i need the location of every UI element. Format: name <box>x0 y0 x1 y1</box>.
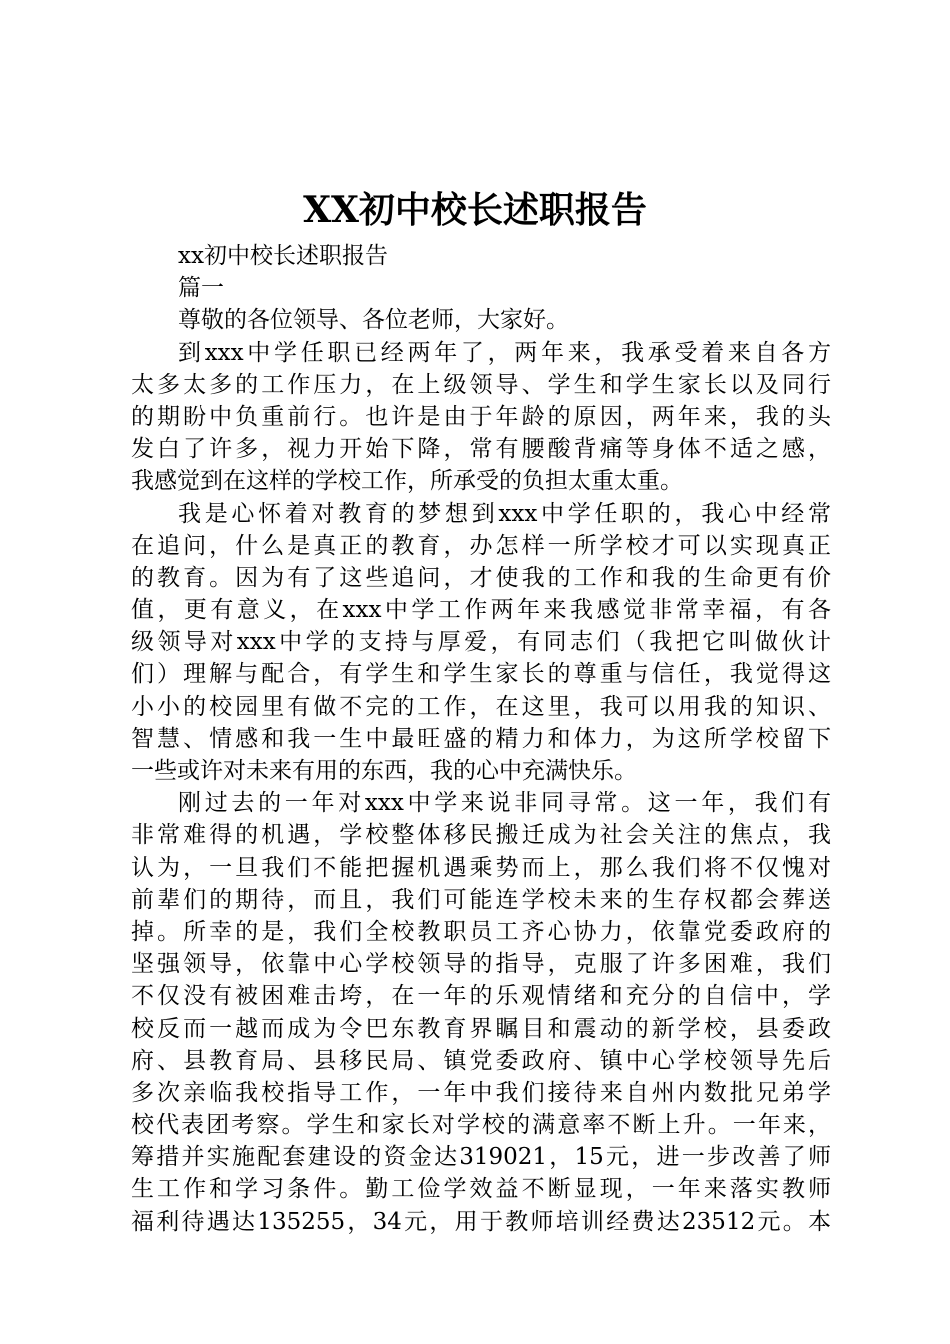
text-line: 篇一 <box>178 275 224 302</box>
text-line: 校代表团考察。学生和家长对学校的满意率不断上升。一年来， <box>131 1112 831 1139</box>
text-line: 不仅没有被困难击垮，在一年的乐观情绪和充分的自信中，学 <box>131 983 831 1010</box>
text-line: 小小的校园里有做不完的工作，在这里，我可以用我的知识、 <box>131 693 831 720</box>
text-line: 府、县教育局、县移民局、镇党委政府、镇中心学校领导先后 <box>131 1047 831 1074</box>
text-line: 我是心怀着对教育的梦想到xxx中学任职的，我心中经常 <box>178 500 831 527</box>
text-line: 认为，一旦我们不能把握机遇乘势而上，那么我们将不仅愧对 <box>131 854 831 881</box>
text-line: 值，更有意义，在xxx中学工作两年来我感觉非常幸福，有各 <box>131 597 831 624</box>
text-line: 掉。所幸的是，我们全校教职员工齐心协力，依靠党委政府的 <box>131 918 831 945</box>
text-line: 智慧、情感和我一生中最旺盛的精力和体力，为这所学校留下 <box>131 725 831 752</box>
text-line: 一些或许对未来有用的东西，我的心中充满快乐。 <box>131 758 637 784</box>
text-line: 刚过去的一年对xxx中学来说非同寻常。这一年，我们有 <box>178 790 831 817</box>
text-line: 在追问，什么是真正的教育，办怎样一所学校才可以实现真正 <box>131 532 831 559</box>
text-line: 尊敬的各位领导、各位老师，大家好。 <box>178 307 569 334</box>
text-line: 坚强领导，依靠中心学校领导的指导，克服了许多困难，我们 <box>131 951 831 978</box>
text-line: 级领导对xxx中学的支持与厚爱，有同志们（我把它叫做伙计 <box>131 629 831 656</box>
text-line: 的期盼中负重前行。也许是由于年龄的原因，两年来，我的头 <box>131 403 831 430</box>
text-line: 多次亲临我校指导工作，一年中我们接待来自州内数批兄弟学 <box>131 1079 831 1106</box>
text-line: 发白了许多，视力开始下降，常有腰酸背痛等身体不适之感， <box>131 436 831 463</box>
text-line: 的教育。因为有了这些追问，才使我的工作和我的生命更有价 <box>131 564 831 591</box>
text-line: 前辈们的期待，而且，我们可能连学校未来的生存权都会葬送 <box>131 886 831 913</box>
text-line: 生工作和学习条件。勤工俭学效益不断显现，一年来落实教师 <box>131 1176 831 1203</box>
text-line: 到xxx中学任职已经两年了，两年来，我承受着来自各方 <box>178 339 831 366</box>
document-body <box>131 240 831 1238</box>
text-line: 筹措并实施配套建设的资金达319021，15元，进一步改善了师 <box>131 1144 831 1171</box>
text-line: xx初中校长述职报告 <box>178 243 388 269</box>
text-line: 我感觉到在这样的学校工作，所承受的负担太重太重。 <box>131 468 683 495</box>
text-line: 们）理解与配合，有学生和学生家长的尊重与信任，我觉得这 <box>131 661 831 688</box>
text-line: 福利待遇达135255，34元，用于教师培训经费达23512元。本 <box>131 1208 831 1235</box>
text-line: 太多太多的工作压力，在上级领导、学生和学生家长以及同行 <box>131 371 831 398</box>
text-line: 非常难得的机遇，学校整体移民搬迁成为社会关注的焦点，我 <box>131 822 831 849</box>
text-line: 校反而一越而成为令巴东教育界瞩目和震动的新学校，县委政 <box>131 1015 831 1042</box>
document-title: XX初中校长述职报告 <box>303 189 647 231</box>
